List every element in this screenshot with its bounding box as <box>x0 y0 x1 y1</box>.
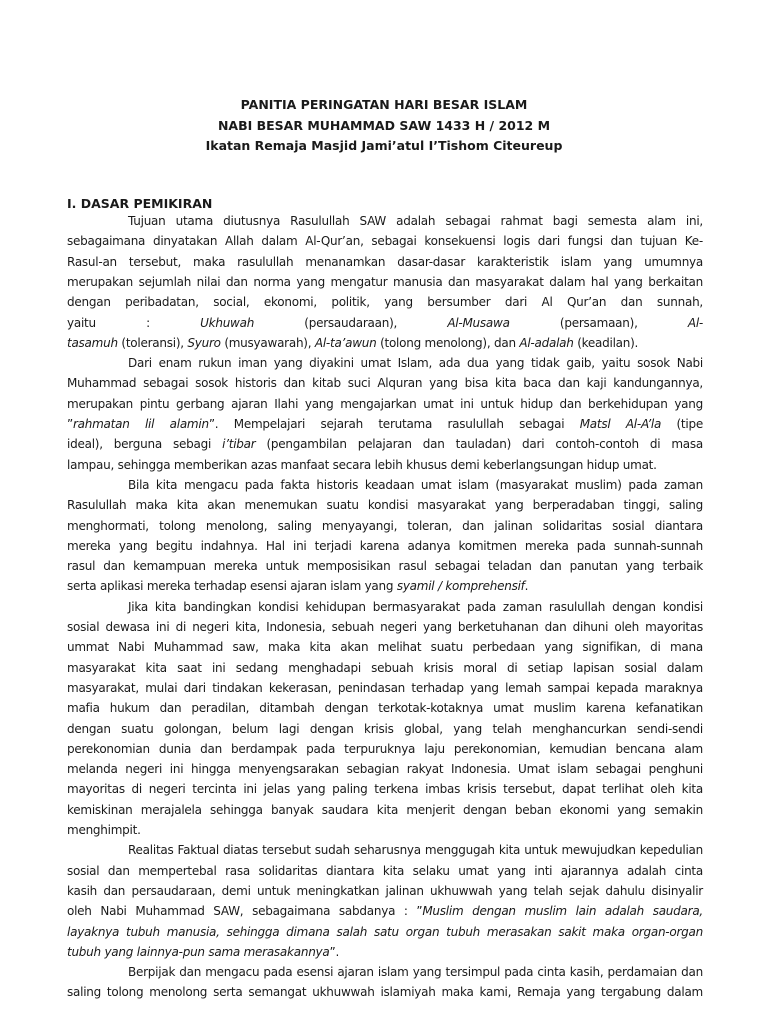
text-line <box>67 881 703 901</box>
text-run: Realitas Faktual diatas tersebut sudah seharusnya menggugah kita untuk mewujudkan kepedulian <box>128 843 703 858</box>
text-line <box>67 820 703 840</box>
text-run: dengan peribadatan, social, ekonomi, politik, yang bersumber dari Al Qur’an dan sunnah, <box>67 295 703 310</box>
italic-term: Matsl Al-A’la <box>579 417 662 431</box>
text-run: melanda negeri ini hingga menyengsarakan sebagian rakyat Indonesia. Umat islam sebagai penghuni <box>67 762 703 777</box>
text-run: mereka yang begitu indahnya. Hal ini terjadi karena adanya komitmen mereka pada sunnah-sunnah <box>67 538 703 553</box>
text-run: mayoritas di negeri tercinta ini jelas yang paling terkena imbas krisis tersebut, dapat terlihat oleh kita <box>67 782 703 797</box>
italic-term: Al-ta’awun <box>314 335 377 350</box>
text-run: . <box>524 579 529 594</box>
text-line <box>67 292 703 312</box>
text-line <box>67 698 703 718</box>
text-run: merupakan pintu gerbang ajaran Ilahi yang mengajarkan umat ini untuk hidup dan berkehidupan yang <box>67 396 703 411</box>
text-line <box>67 313 703 333</box>
italic-term: tubuh yang lainnya-pun sama merasakannya <box>67 944 330 959</box>
text-run: (pengambilan pelajaran dan tauladan) dari contoh-contoh di masa <box>255 437 703 452</box>
committee-title: PANITIA PERINGATAN HARI BESAR ISLAM <box>240 97 528 112</box>
text-line <box>128 211 703 231</box>
text-run: (keadilan). <box>573 335 639 350</box>
text-run: perekonomian dunia dan berdampak pada terpuruknya laju perekonomian, kemudian bencana alam <box>67 741 703 756</box>
text-line <box>67 373 703 393</box>
section-heading: I. DASAR PEMIKIRAN <box>67 196 213 211</box>
text-run: Jika kita bandingkan kondisi kehidupan bermasyarakat pada zaman rasulullah dengan kondisi <box>128 599 703 614</box>
text-run: (persaudaraan), <box>254 315 448 330</box>
text-run: rasul dan kemampuan mereka untuk memposisikan rasul sebagai teladan dan panutan yang terbaik <box>67 559 703 574</box>
text-run: ummat Nabi Muhammad saw, maka kita akan melihat suatu perbedaan yang signifikan, di mana <box>67 640 703 655</box>
text-run: sosial dan mempertebal rasa solidaritas diantara kita selaku umat yang inti ajarannya adalah cinta <box>67 863 703 878</box>
text-run: sosial dewasa ini di negeri kita, Indonesia, sebuah negeri yang berketuhanan dan dihuni oleh mayoritas <box>67 620 703 634</box>
text-run: Rasulullah maka kita akan menemukan suatu kondisi masyarakat yang berperadaban tinggi, saling <box>67 498 703 513</box>
italic-term: Syuro <box>187 335 221 350</box>
text-line <box>67 272 703 292</box>
event-title: NABI BESAR MUHAMMAD SAW 1433 H / 2012 M <box>217 117 551 133</box>
text-run: ”. Mempelajari sejarah terutama rasulullah sebagai <box>208 417 580 431</box>
italic-term: Muslim dengan muslim lain adalah saudara, <box>422 904 703 919</box>
text-run: kemiskinan merajalela sehingga banyak saudara kita menjerit dengan beban ekonomi yang semakin <box>67 802 703 817</box>
text-run: : <box>95 315 201 330</box>
text-run: oleh Nabi Muhammad SAW, sebagaimana sabdanya : ” <box>67 904 423 919</box>
text-line <box>67 576 703 596</box>
text-line <box>67 414 703 434</box>
text-run: menghormati, tolong menolong, saling menyayangi, toleran, dan jalinan solidaritas sosial diantara <box>67 518 703 533</box>
text-line <box>67 252 703 272</box>
text-line <box>67 982 703 1002</box>
text-line <box>67 739 703 759</box>
text-run: sebagaimana dinyatakan Allah dalam Al-Qur’an, sebagai konsekuensi logis dari fungsi dan tujuan Ke- <box>67 234 703 249</box>
text-run: merupakan sejumlah nilai dan norma yang mengatur manusia dan masyarakat dalam hal yang berkaitan <box>67 274 703 289</box>
text-run: kasih dan persaudaraan, demi untuk meningkatkan jalinan ukhuwwah yang telah sejak dahulu disinyalir <box>67 883 703 898</box>
text-line <box>67 800 703 820</box>
text-line <box>67 942 703 962</box>
text-line <box>128 475 703 495</box>
text-run: serta aplikasi mereka terhadap esensi ajaran islam yang <box>67 579 397 594</box>
text-line <box>67 455 703 475</box>
text-run: (toleransi), <box>117 335 188 350</box>
text-run: mafia hukum dan peradilan, ditambah dengan terkotak-kotaknya umat muslim karena kefanatikan <box>67 701 703 716</box>
text-line <box>67 333 703 353</box>
text-run: (persamaan), <box>509 315 688 330</box>
text-run: Bila kita mengacu pada fakta historis keadaan umat islam (masyarakat muslim) pada zaman <box>128 477 703 492</box>
text-run: saling tolong menolong serta semangat ukhuwwah islamiyah maka kami, Remaja yang tergabung dalam <box>67 985 703 1000</box>
text-line <box>67 678 703 698</box>
italic-term: Al-adalah <box>519 335 574 350</box>
text-line <box>67 556 703 576</box>
text-line <box>67 779 703 799</box>
text-run: menghimpit. <box>67 823 141 837</box>
italic-term: i’tibar <box>222 437 256 452</box>
italic-term: layaknya tubuh manusia, sehingga dimana salah satu organ tubuh merasakan sakit maka organ-organ <box>67 924 703 939</box>
text-run: (tolong menolong), dan <box>376 335 520 350</box>
text-run: yaitu <box>67 315 96 330</box>
text-line <box>128 597 703 617</box>
text-run: dengan suatu golongan, belum lagi dengan krisis global, yang telah menghancurkan sendi-sendi <box>67 721 703 736</box>
text-run: masyarakat kita saat ini sedang menghadapi sebuah krisis moral di setiap lapisan sosial dalam <box>67 660 703 675</box>
text-run: ”. <box>329 944 340 959</box>
text-run: ” <box>67 417 73 431</box>
text-line <box>67 231 703 251</box>
text-line <box>67 658 703 678</box>
text-line <box>128 840 703 860</box>
italic-term: rahmatan lil alamin <box>72 417 209 431</box>
italic-term: Ukhuwah <box>200 315 255 330</box>
text-run: Tujuan utama diutusnya Rasulullah SAW adalah sebagai rahmat bagi semesta alam ini, <box>128 214 703 228</box>
text-line <box>67 516 703 536</box>
text-line <box>128 353 703 373</box>
text-line <box>128 962 703 982</box>
italic-term: Al- <box>687 315 703 330</box>
text-run: (musyawarah), <box>220 335 315 350</box>
text-line <box>67 759 703 779</box>
text-line <box>67 861 703 881</box>
text-run: Dari enam rukun iman yang diyakini umat Islam, ada dua yang tidak gaib, yaitu sosok Nabi <box>128 356 703 371</box>
text-run: masyarakat, mulai dari tindakan kekerasan, penindasan terhadap yang lemah sampai kepada maraknya <box>67 680 703 695</box>
text-run: (tipe <box>661 417 703 431</box>
text-line <box>67 637 703 657</box>
italic-term: syamil / komprehensif <box>396 579 525 594</box>
text-line <box>67 719 703 739</box>
document-header <box>0 95 768 157</box>
text-line <box>67 434 703 454</box>
text-line <box>67 394 703 414</box>
text-line <box>67 617 703 637</box>
text-line <box>67 495 703 515</box>
italic-term: Al-Musawa <box>447 315 510 330</box>
text-run: Rasul-an tersebut, maka rasulullah menanamkan dasar-dasar karakteristik islam yang umumnya <box>67 254 703 269</box>
text-run: Berpijak dan mengacu pada esensi ajaran islam yang tersimpul pada cinta kasih, perdamaian dan <box>128 965 703 980</box>
text-line <box>67 922 703 942</box>
text-run: lampau, sehingga memberikan azas manfaat secara lebih khusus demi keberlangsungan hidup umat. <box>67 457 657 472</box>
text-line <box>67 901 703 921</box>
text-run: Muhammad sebagai sosok historis dan kitab suci Alquran yang bisa kita baca dan kaji kandungannya, <box>67 376 703 391</box>
text-run: ideal), berguna sebagi <box>67 437 223 452</box>
italic-term: tasamuh <box>67 335 118 350</box>
text-line <box>67 536 703 556</box>
organization-name: Ikatan Remaja Masjid Jami’atul I’Tishom Citeureup <box>205 138 563 153</box>
